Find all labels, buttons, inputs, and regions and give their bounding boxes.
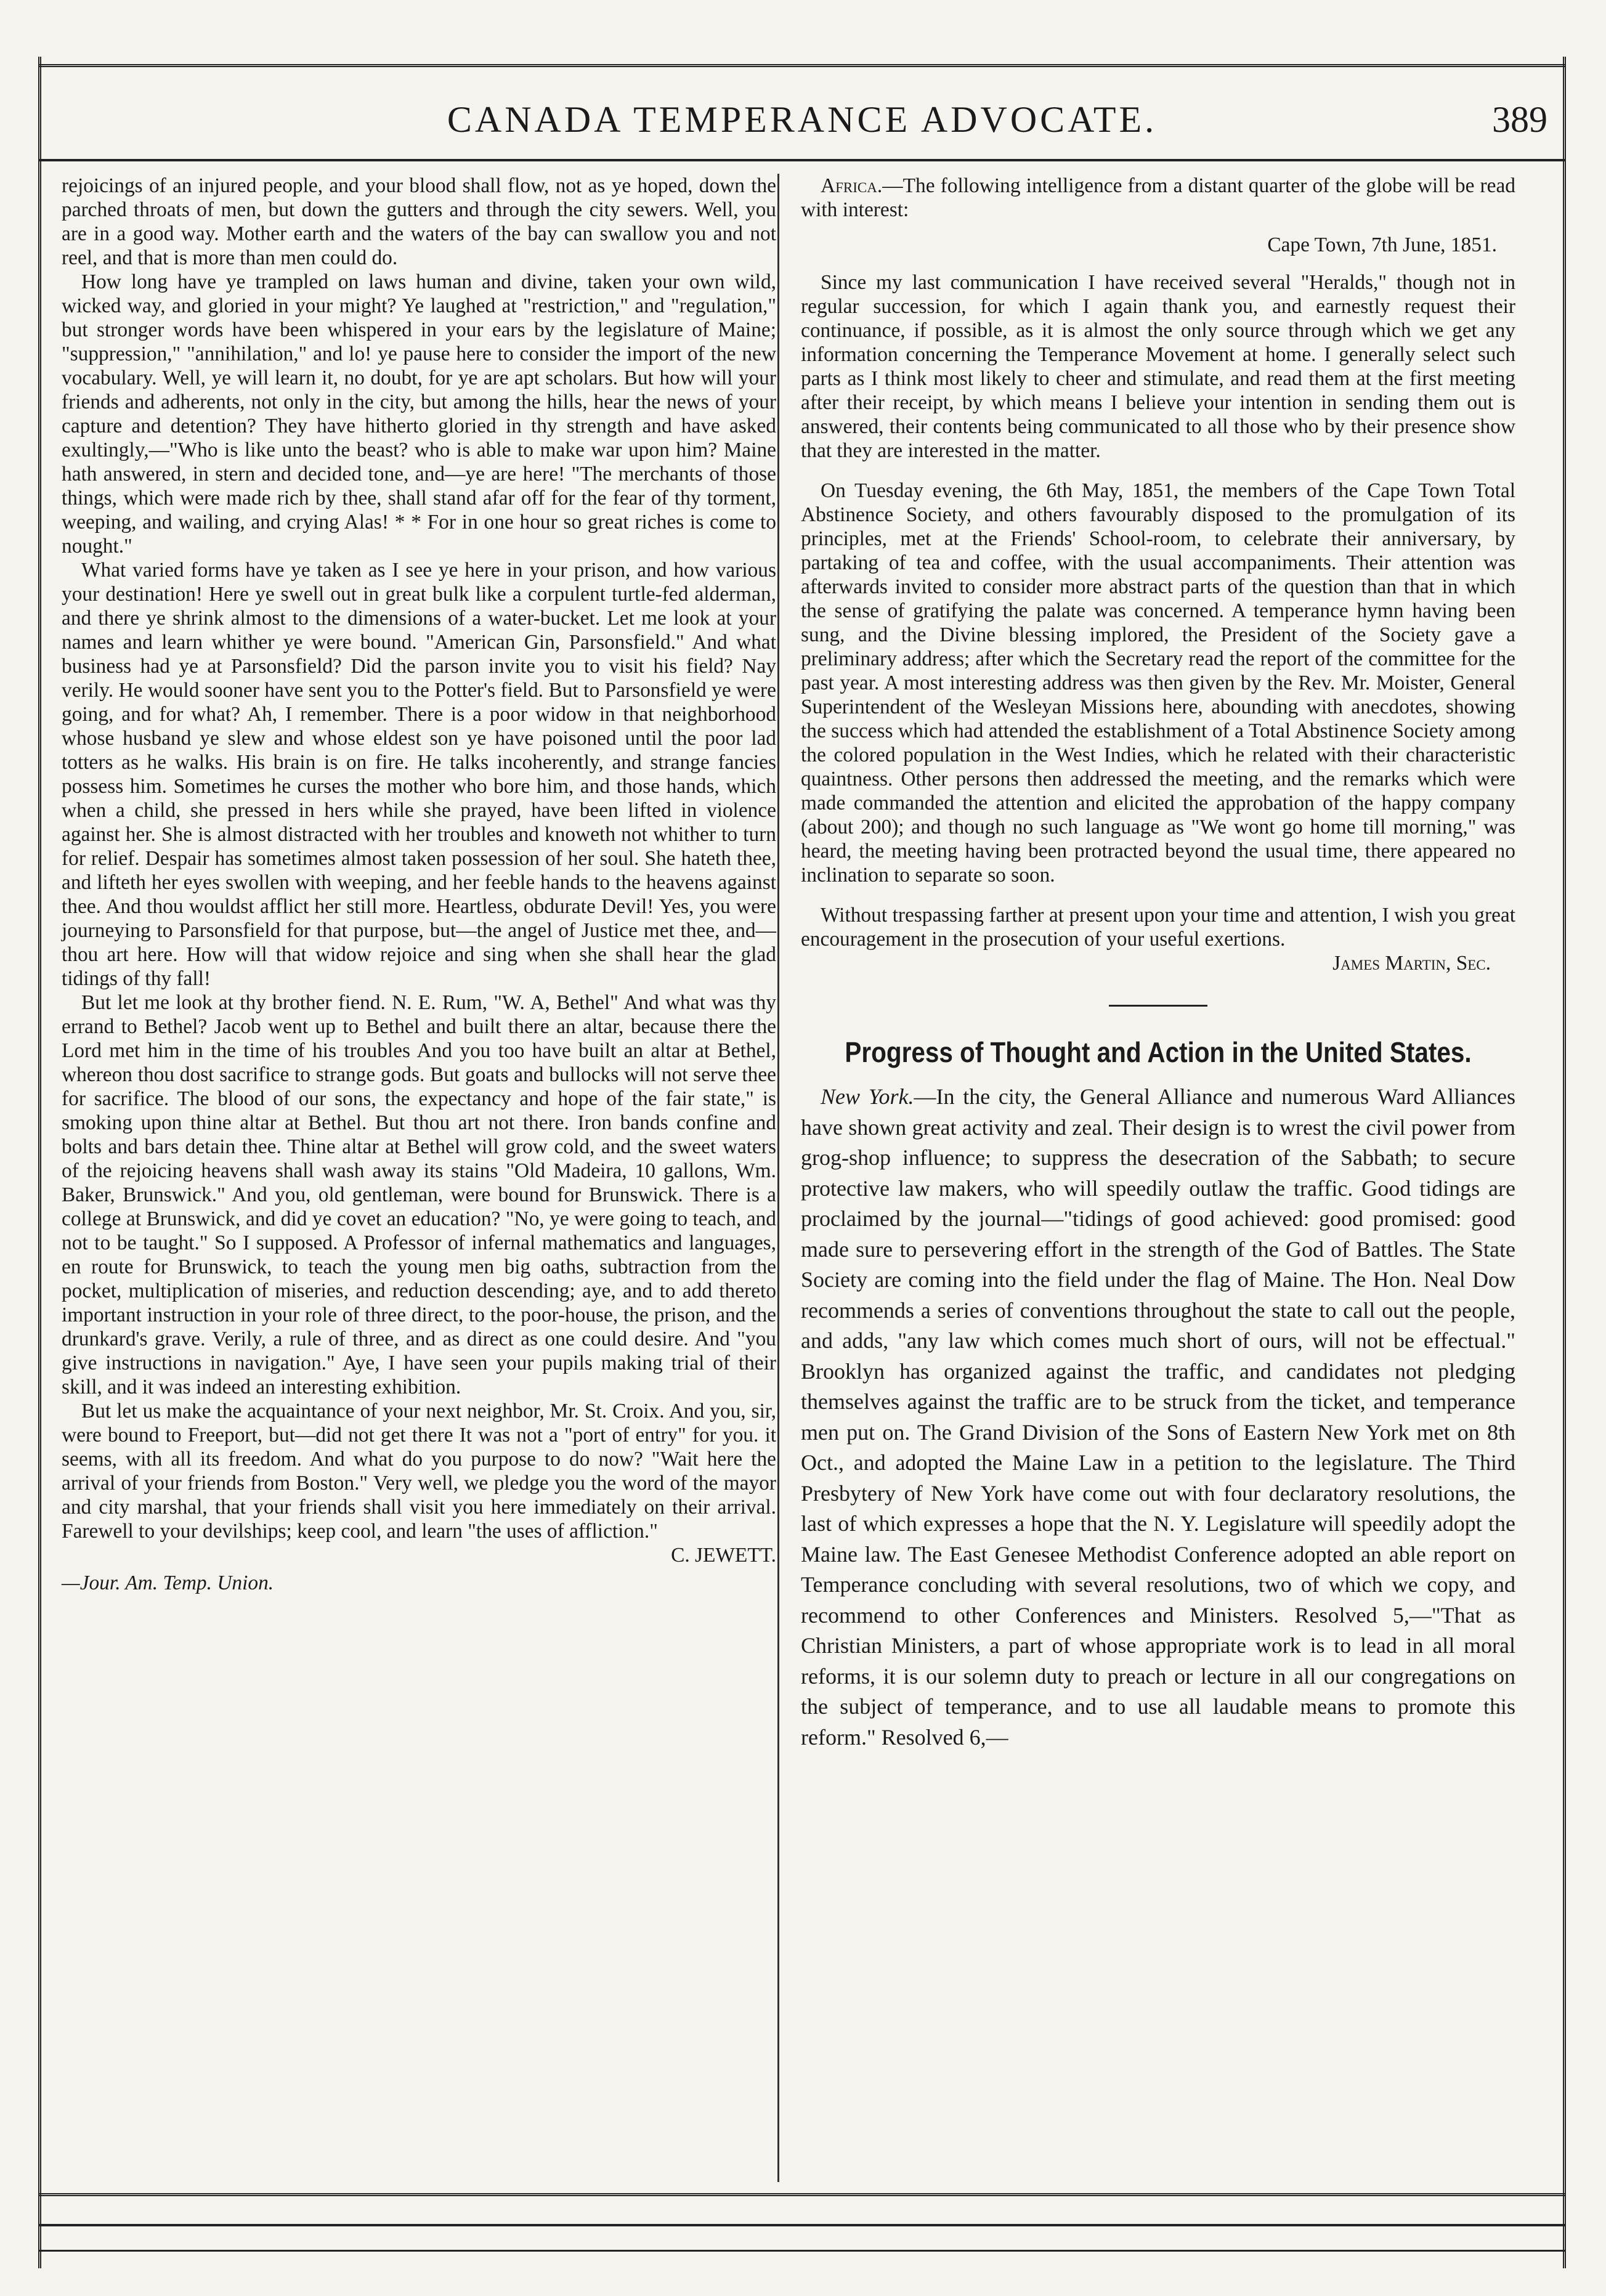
right-column [801,174,1515,1753]
article-source: —Jour. Am. Temp. Union. [62,1572,274,1594]
left-paragraph: rejoicings of an injured people, and your blood shall flow, not as ye hoped, down the parched throats of men, but down the gutters and through the city sewers. Well, you are in a good way. Mother earth and the waters of the bay can swallow you and not reel, and that is more than men could do. [62,174,776,269]
article-signature: C. JEWETT. [671,1544,776,1567]
letter-paragraph: Since my last communication I have received several "Heralds," though not in regular succession, for which I again thank you, and earnestly request their continuance, if possible, as it is almost the only source through which we get any information concerning the Temperance Movement at home. I generally select such parts as I think most likely to cheer and stimulate, and read them at the first meeting after their receipt, by which means I believe your intention in sending them out is answered, their contents being communicated to all those who by their presence show that they are interested in the matter. [801,271,1515,462]
letter-paragraph: Without trespassing farther at present upon your time and attention, I wish you great encouragement in the prosecution of your useful exertions. [801,904,1515,951]
article-body-text: —In the city, the General Alliance and numerous Ward Alliances have shown great activity and zeal. Their design is to wrest the civil power from grog-shop influence; to suppress the desecration of the Sabbath; to secure protective law makers, who will speedily outlaw the traffic. Good tidings are proclaimed by the journal—"tidings of good achieved: good promised: good made sure to persevering effort in the strength of the God of Battles. The State Society are coming into the field under the flag of Maine. The Hon. Neal Dow recommends a series of conventions throughout the state to call out the people, and adds, "any law which comes much short of ours, will not be effectual." Brooklyn has organized against the traffic, and candidates not pledging themselves against the traffic are to be struck from the ticket, and temperance men put on. The Grand Division of the Sons of Eastern New York met on 8th Oct., and adopted the Maine Law in a petition to the legislature. The Third Presbytery of New York have come out with four declaratory resolutions, the last of which expresses a hope that the N. Y. Legislature will speedily adopt the Maine law. The East Genesee Methodist Conference adopted an able report on Temperance concluding with several resolutions, two of which we copy, and recommend to other Conferences and Ministers. Resolved 5,—"That as Christian Ministers, a part of whose appropriate work is to lead in all moral reforms, it is our solemn duty to preach or lecture in all our congregations on the subject of temperance, and to use all laudable means to promote this reform." Resolved 6,— [801,1084,1515,1750]
bottom-rule-tertiary [38,2250,1566,2252]
left-paragraph: How long have ye trampled on laws human and divine, taken your own wild, wicked way, and gloried in your might? Ye laughed at "restriction," and "regulation," but stronger words have been whispered in your ears by the legislature of Maine; "suppression," "annihilation," and lo! ye pause here to consider the import of the new vocabulary. Well, ye will learn it, no doubt, for ye are apt scholars. But how will your friends and adherents, not only in the city, but among the hills, hear the news of your capture and detention? They have hitherto gloried in thy strength and have asked exultingly,—"Who is like unto the beast? who is able to make war upon him? Maine hath answered, in stern and decided tone, and—ye are here! "The merchants of those things, which were made rich by thee, shall stand afar off for the fear of thy torment, weeping, and wailing, and crying Alas! * * For in one hour so great riches is come to nought." [62,270,776,558]
article-heading: Progress of Thought and Action in the United States. [845,1036,1472,1068]
page-number: 389 [1492,99,1547,140]
article-lead-label: New York. [821,1084,914,1109]
letter-place-date: Cape Town, 7th June, 1851. [1267,233,1497,256]
left-paragraph: But let us make the acquaintance of your next neighbor, Mr. St. Croix. And you, sir, were bound to Freeport, but—did not get there It was not a "port of entry" for you. it seems, with all its freedom. And what do you purpose to do now? "Wait here the arrival of your friends from Boston." Very well, we pledge you the word of the mayor and city marshal, that your friends shall visit you here immediately on their arrival. Farewell to your devilships; keep cool, and learn "the uses of affliction." [62,1400,776,1543]
column-divider [777,174,779,2182]
africa-label: Africa. [821,174,883,197]
left-paragraph: But let me look at thy brother fiend. N. E. Rum, "W. A, Bethel" And what was thy errand to Bethel? Jacob went up to Bethel and built there an altar, because there the Lord met him in the time of his troubles And you too have built an altar at Bethel, whereon thou dost sacrifice to strange gods. But goats and bullocks will not serve thee for sacrifice. The blood of our sons, the expectancy and hope of the fair state," is smoking upon thine altar at Bethel. But thou art not there. Iron bands confine and bolts and bars detain thee. Thine altar at Bethel will grow cold, and the sweet waters of the rejoicing heavens shall wash away its stains "Old Madeira, 10 gallons, Wm. Baker, Brunswick." And you, old gentleman, were bound for Brunswick. There is a college at Brunswick, and did ye covet an education? "No, ye were going to teach, and not to be taught." So I supposed. A Professor of infernal mathematics and languages, en route for Brunswick, to teach the young men big oaths, subtraction from the pocket, multiplication of miseries, and reduction descending; aye, and to add thereto important instruction in your role of three direct, to the poor-house, the prison, and the drunkard's grave. Verily, a rule of three, and as direct as one could desire. And "you give instructions in navigation." Aye, I have seen your pupils making trial of their skill, and it was indeed an interesting exhibition. [62,991,776,1398]
page-header [38,99,1566,148]
left-column [62,174,776,1595]
africa-intro-text: —The following intelligence from a distant quarter of the globe will be read with interest: [801,174,1515,221]
letter-paragraph: On Tuesday evening, the 6th May, 1851, the members of the Cape Town Total Abstinence Society, and others favourably disposed to the promulgation of its principles, met at the Friends' School-room, to celebrate their anniversary, by partaking of tea and coffee, with the usual accompaniments. Their attention was afterwards invited to consider more abstract parts of the question than that in which the sense of gratifying the palate was concerned. A temperance hymn having been sung, and the Divine blessing implored, the President of the Society gave a preliminary address; after which the Secretary read the report of the committee for the past year. A most interesting address was then given by the Rev. Mr. Moister, General Superintendent of the Wesleyan Missions here, abounding with anecdotes, showing the success which had attended the establishment of a Total Abstinence Society among the colored population in the West Indies, which he related with their characteristic quaintness. Other persons then addressed the meeting, and the remarks which were made commanded the attention and elicited the approbation of the happy company (about 200); and though no such language as "We wont go home till morning," was heard, the meeting having been protracted beyond the usual time, there appeared no inclination to separate so soon. [801,479,1515,886]
africa-intro [801,174,1515,222]
left-paragraph: What varied forms have ye taken as I see ye here in your prison, and how various your destination! Here ye swell out in great bulk like a corpulent turtle-fed alderman, and there ye shrink almost to the dimensions of a water-bucket. Let me look at your names and learn whither ye were bound. "American Gin, Parsonsfield." And what business had ye at Parsonsfield? Did the parson invite you to visit his field? Nay verily. He would sooner have sent you to the Potter's field. But to Parsonsfield ye were going, and for what? Ah, I remember. There is a poor widow in that neighborhood whose husband ye slew and whose eldest son ye have poisoned until the poor lad totters as he walks. His brain is on fire. He talks incoherently, and strange fancies possess him. Sometimes he curses the mother who bore him, and those hands, which when a child, she pressed in hers while she prayed, have been lifted in violence against her. She is almost distracted with her troubles and knoweth not whither to turn for relief. Despair has sometimes almost taken possession of her soul. She hateth thee, and lifteth her eyes swollen with weeping, and her feeble hands to the heavens against thee. And thou wouldst afflict her still more. Heartless, obdurate Devil! Yes, you were journeying to Parsonsfield for that purpose, but—the angel of Justice met thee, and—thou art here. How will that widow rejoice and sing when she shall hear the glad tidings of thy fall! [62,559,776,990]
section-separator [1109,1005,1207,1007]
header-rule [38,159,1566,161]
article-body [801,1082,1515,1753]
newspaper-title: CANADA TEMPERANCE ADVOCATE. [447,99,1158,140]
bottom-rule [38,2193,1566,2196]
bottom-rule-secondary [38,2224,1566,2226]
letter-signature: James Martin, Sec. [1332,952,1491,975]
